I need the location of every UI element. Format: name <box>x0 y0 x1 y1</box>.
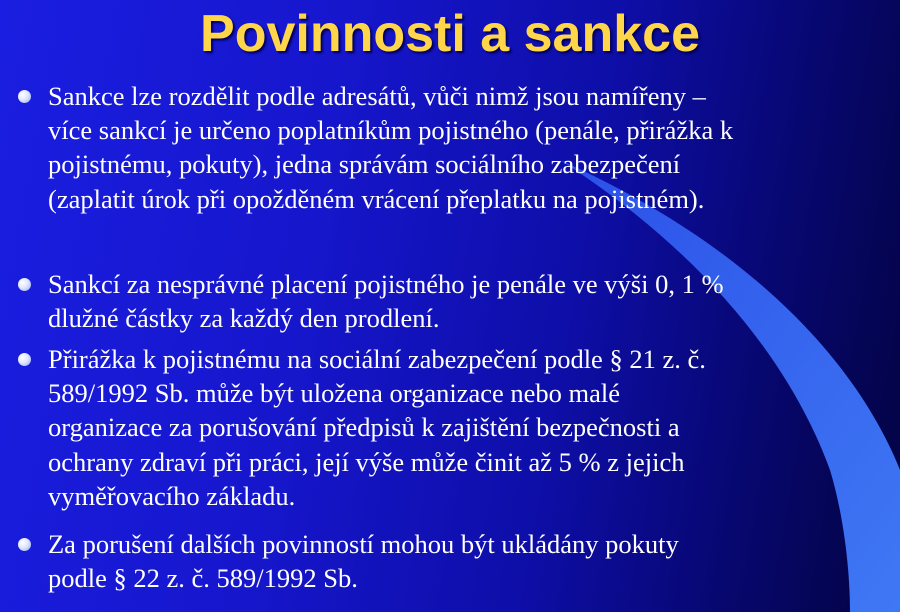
bullet-line: pojistnému, pokuty), jedna správám sociálního zabezpečení <box>48 149 681 180</box>
bullet-item <box>48 79 888 216</box>
bullet-line: ochrany zdraví při práci, její výše může činit až 5 % z jejich <box>48 446 685 477</box>
bullet-dot-icon <box>18 90 31 103</box>
bullet-item <box>48 527 888 595</box>
bullet-dot-icon <box>18 538 31 551</box>
bullet-dot-icon <box>18 278 31 291</box>
bullet-line: Za porušení dalších povinností mohou být ukládány pokuty <box>48 529 679 559</box>
bullet-line: Sankce lze rozdělit podle adresátů, vůči nimž jsou namířeny – <box>48 81 706 111</box>
bullet-line: organizace za porušování předpisů k zajištění bezpečnosti a <box>48 412 680 443</box>
bullet-item <box>48 342 888 513</box>
bullet-line: Sankcí za nesprávné placení pojistného je penále ve výši 0, 1 % <box>48 269 724 299</box>
slide-title: Povinnosti a sankce <box>200 5 700 63</box>
bullet-line: vyměřovacího základu. <box>48 480 296 511</box>
bullet-line: (zaplatit úrok při opožděném vrácení přeplatku na pojistném). <box>48 183 705 214</box>
bullet-line: Přirážka k pojistnému na sociální zabezpečení podle § 21 z. č. <box>48 344 706 374</box>
bullet-dot-icon <box>18 353 31 366</box>
bullet-line: 589/1992 Sb. může být uložena organizace nebo malé <box>48 378 621 409</box>
bullet-line: více sankcí je určeno poplatníkům pojistného (penále, přirážka k <box>48 115 734 146</box>
bullet-line: podle § 22 z. č. 589/1992 Sb. <box>48 563 358 594</box>
bullet-line: dlužné částky za každý den prodlení. <box>48 303 440 334</box>
bullet-item <box>48 267 888 335</box>
